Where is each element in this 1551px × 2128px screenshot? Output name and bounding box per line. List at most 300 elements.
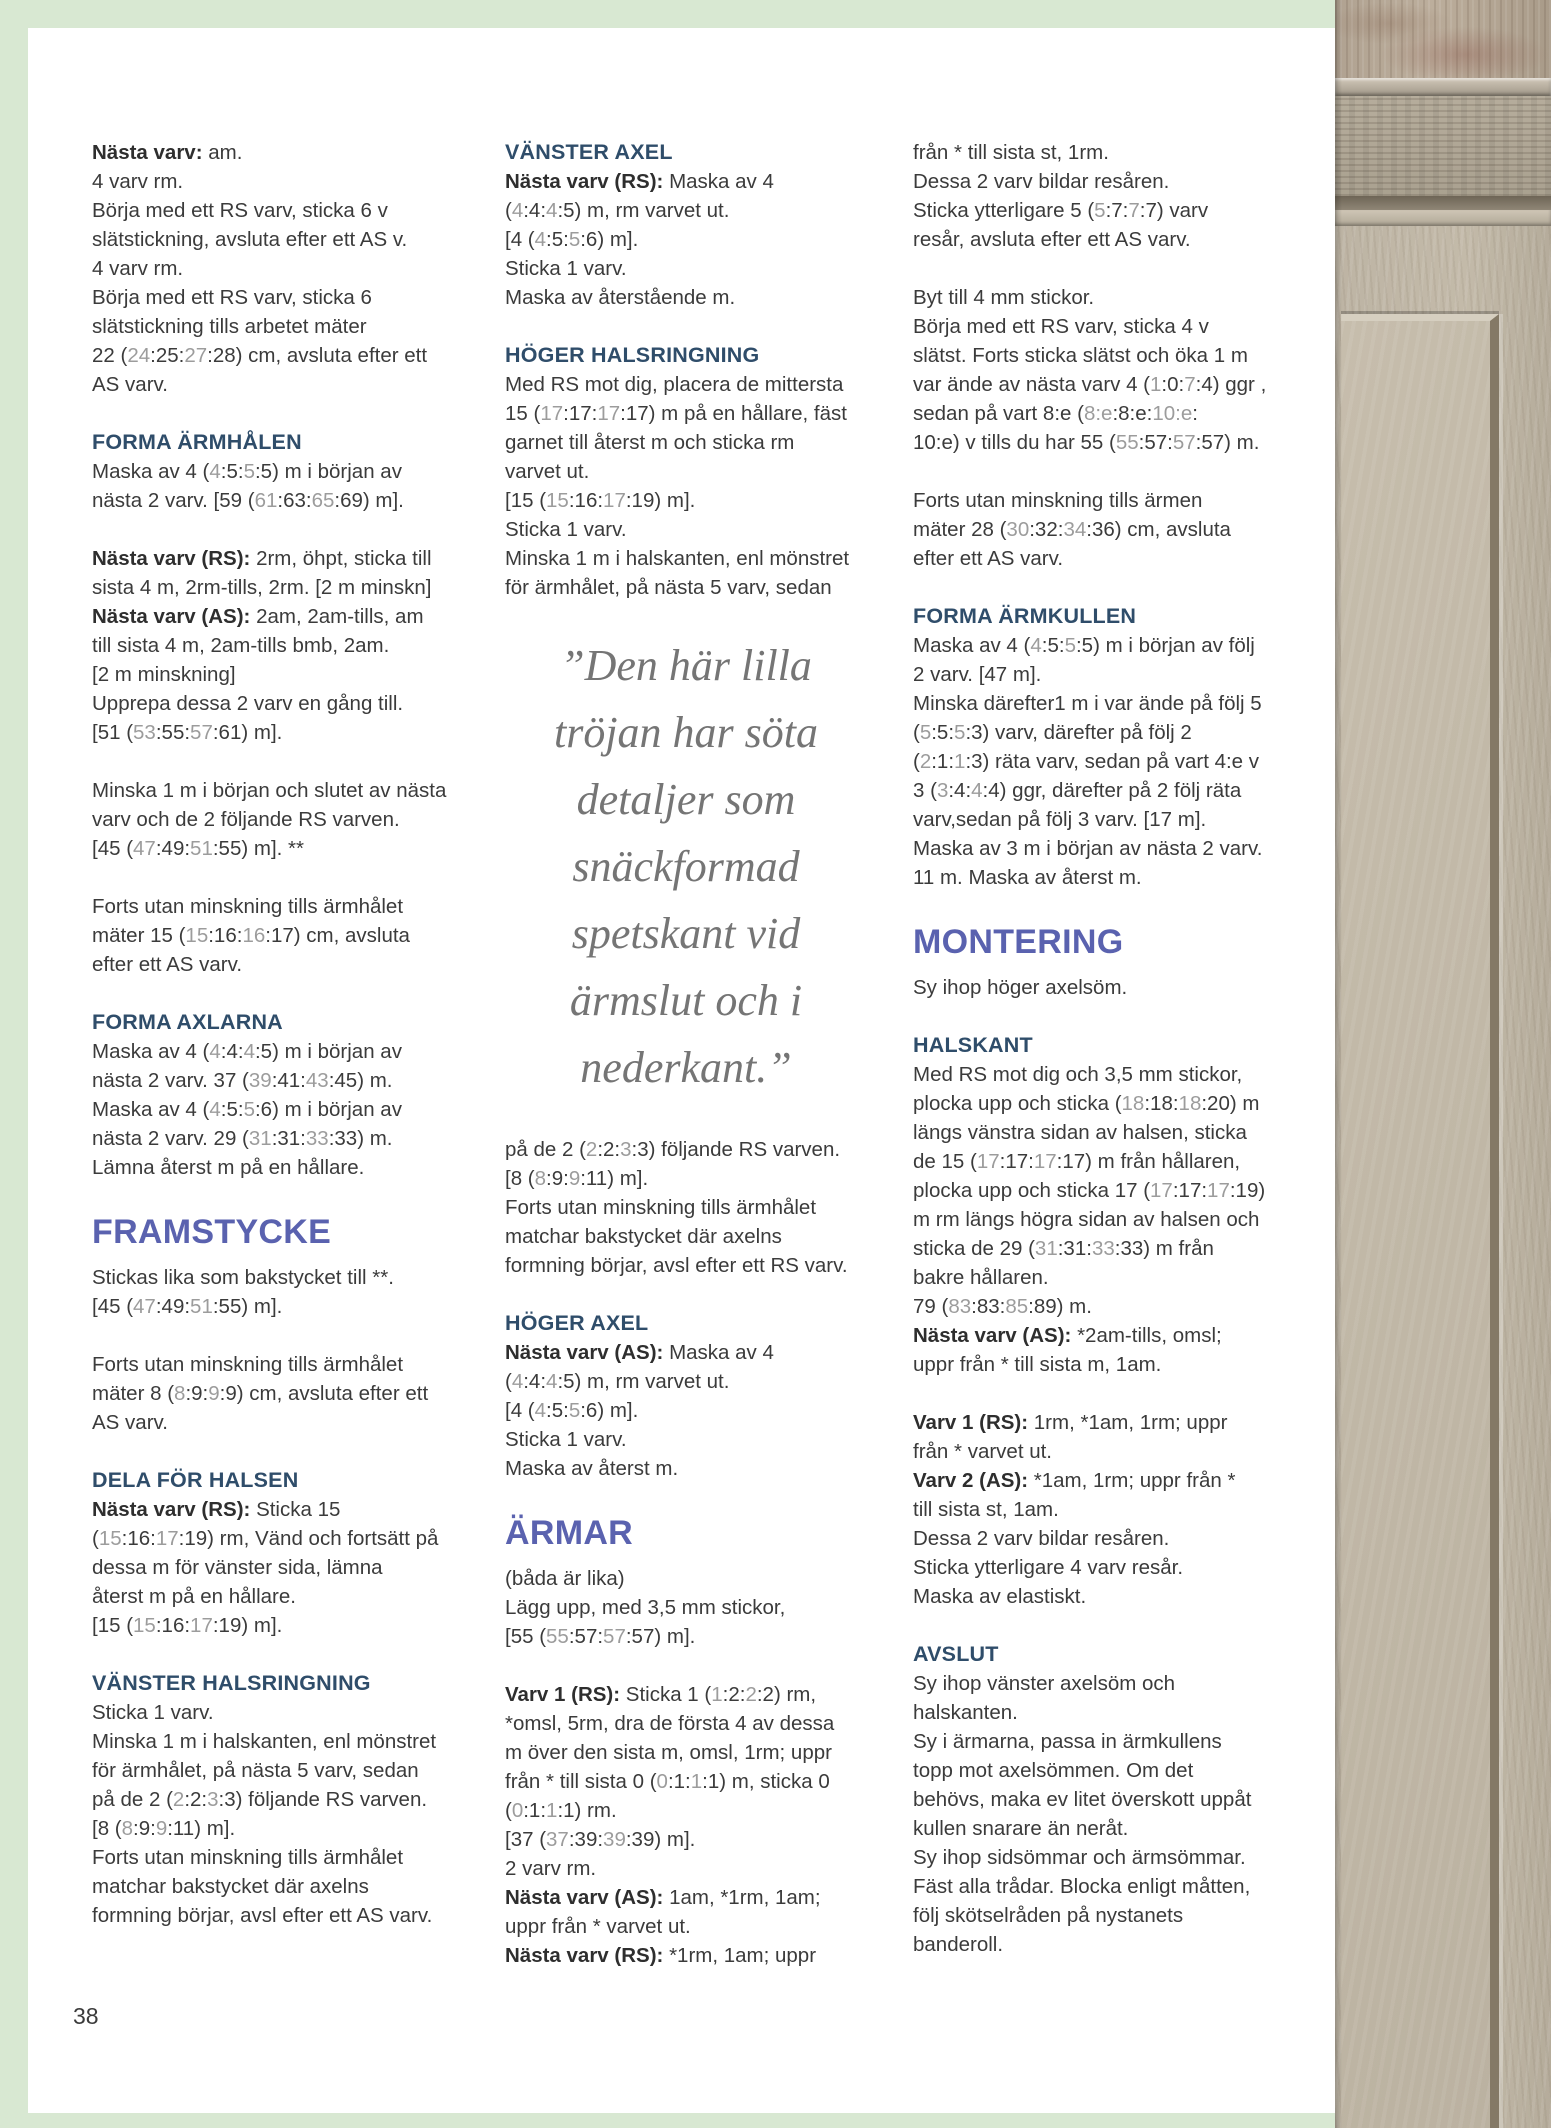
body-text: de 15 ( [913,1150,977,1173]
size-variant-number: 4 [546,1370,558,1393]
body-text: på de 2 ( [92,1788,173,1811]
text-line [505,544,867,573]
text-column-1 [92,138,454,1959]
text-line [505,1767,867,1796]
size-variant-number: 2 [585,1138,598,1161]
body-text: Maska av 4 [669,1341,774,1364]
text-line [505,370,867,399]
body-text: Minska 1 m i början och slutet av nästa [92,779,447,802]
text-line [92,254,454,283]
text-line [92,776,454,805]
paragraph [92,1350,454,1437]
size-variant-number: 2 [745,1683,757,1706]
body-text: :16: [121,1527,156,1550]
paragraph [913,283,1297,457]
text-line [505,1796,867,1825]
size-variant-number: 3 [936,779,949,802]
text-line [913,1147,1297,1176]
text-line [92,631,454,660]
body-text: :33) m. [328,1127,393,1150]
text-line [913,1524,1297,1553]
text-line [913,1263,1297,1292]
pull-quote-line: nederkant.” [580,1043,792,1092]
body-text: :17: [563,402,598,425]
size-variant-number: 34 [1063,518,1087,541]
body-text: :16: [568,489,604,512]
body-text: :17) cm, avsluta [265,924,410,947]
paragraph [92,457,454,515]
body-text: Sy i ärmarna, passa in ärmkullens [913,1730,1222,1753]
text-line [913,834,1297,863]
body-text: sedan på vart 8:e ( [913,402,1084,425]
text-line [913,973,1297,1002]
instruction-label: Varv 2 (AS): [913,1469,1034,1492]
paragraph [92,892,454,979]
text-line [92,1901,454,1930]
size-variant-number: 61 [254,489,278,512]
body-text: 2am, 2am-tills, am [256,605,424,628]
size-variant-number: 57 [1172,431,1196,454]
body-text: m över den sista m, omsl, 1rm; uppr [505,1741,832,1764]
text-line [913,1292,1297,1321]
body-text: :2) rm, [756,1683,817,1706]
size-variant-number: 4 [209,1098,221,1121]
size-variant-number: 3 [207,1788,219,1811]
body-text: :5: [1041,634,1065,657]
size-variant-number: 85 [1005,1295,1029,1318]
paragraph [92,544,454,747]
size-variant-number: 8 [534,1167,547,1190]
body-text: Sticka ytterligare 4 varv resår. [913,1556,1184,1579]
paragraph [505,370,867,602]
body-text: ( [92,1527,99,1550]
body-text: mäter 15 ( [92,924,186,947]
body-text: :2: [722,1683,746,1706]
text-line [92,1611,454,1640]
text-line [92,1408,454,1437]
text-line [913,1495,1297,1524]
body-text: :11) m]. [167,1817,236,1840]
text-line [92,167,454,196]
text-line [92,1756,454,1785]
text-line [92,1037,454,1066]
size-variant-number: 43 [305,1069,329,1092]
body-text: Maska av återstående m. [505,286,736,309]
paragraph [92,776,454,863]
text-line [505,1564,867,1593]
body-text: Lägg upp, med 3,5 mm stickor, [505,1596,786,1619]
body-text: :19) [1229,1179,1266,1202]
body-text: Forts utan minskning tills ärmhålet [92,1353,404,1376]
body-text: ( [505,199,512,222]
body-text: Sticka ytterligare 5 ( [913,199,1095,222]
text-line [913,515,1297,544]
body-text: Maska av 4 ( [913,634,1031,657]
text-line [913,1872,1297,1901]
section-heading: HALSKANT [913,1033,1033,1057]
text-line [505,1454,867,1483]
size-variant-number: 8 [174,1382,186,1405]
paragraph [505,1135,867,1280]
body-text: Maska av 3 m i början av nästa 2 varv. [913,837,1263,860]
body-text: banderoll. [913,1933,1004,1956]
body-text: från * varvet ut. [913,1440,1053,1463]
size-variant-number: 17 [1150,1179,1173,1202]
body-text: mäter 28 ( [913,518,1007,541]
text-line [92,486,454,515]
body-text: sista 4 m, 2rm-tills, 2rm. [2 m minskn] [92,576,432,599]
size-variant-number: 4 [511,199,524,222]
size-variant-number: 57 [603,1625,626,1648]
size-variant-number: 83 [948,1295,972,1318]
body-text: :9: [185,1382,209,1405]
body-text: varv,sedan på följ 3 varv. [17 m]. [913,808,1207,831]
size-variant-number: 65 [311,489,335,512]
text-line [92,312,454,341]
instruction-label: Nästa varv (RS): [505,170,670,193]
part-heading: MONTERING [913,923,1124,961]
text-line [913,747,1297,776]
body-text: formning börjar, avsl efter ett AS varv. [92,1904,433,1927]
door-raised-panel [1341,314,1499,2128]
body-text: Maska av 4 ( [92,1040,210,1063]
door-groove [1335,196,1551,210]
paragraph [913,973,1297,1002]
body-text: följ skötselråden på nystanets [913,1904,1184,1927]
body-text: :0: [1161,373,1185,396]
body-text: [8 ( [92,1817,122,1840]
body-text: am. [208,141,243,164]
body-text: :41: [271,1069,306,1092]
body-text: :89) m. [1028,1295,1092,1318]
body-text: Maska av 4 ( [92,1098,210,1121]
text-line [92,805,454,834]
size-variant-number: 51 [190,1295,213,1318]
text-line [505,1135,867,1164]
body-text: [2 m minskning] [92,663,236,686]
body-text: :7) varv [1139,199,1209,222]
text-line [92,1698,454,1727]
body-text: :4) ggr, därefter på 2 följ räta [982,779,1242,802]
text-line [92,341,454,370]
body-text: :1: [523,1799,547,1822]
body-text: Stickas lika som bakstycket till **. [92,1266,394,1289]
text-line [92,370,454,399]
body-text: :57) m]. [625,1625,696,1648]
size-variant-number: 2 [919,750,932,773]
text-line [913,1785,1297,1814]
door-panel [1335,226,1551,2128]
body-text: längs vänstra sidan av halsen, sticka [913,1121,1247,1144]
text-line [505,196,867,225]
body-text: Maska av 4 [669,170,774,193]
body-text: Forts utan minskning tills ärmhålet [505,1196,817,1219]
section-heading: FORMA ÄRMHÅLEN [92,430,302,454]
text-line [92,921,454,950]
body-text: :5) m i början av [254,460,402,483]
section-heading: VÄNSTER HALSRINGNING [92,1671,371,1695]
text-line [92,138,454,167]
door-top-rail [1335,0,1551,78]
body-text: ( [505,1799,512,1822]
body-text: :69) m]. [334,489,404,512]
body-text: [37 ( [505,1828,547,1851]
size-variant-number: 17 [190,1614,213,1637]
body-text: 2 varv. [47 m]. [913,663,1042,686]
text-line [505,1222,867,1251]
body-text: Börja med ett RS varv, sticka 4 v [913,315,1209,338]
text-line [505,1367,867,1396]
text-line [505,1593,867,1622]
body-text: :17: [1172,1179,1208,1202]
body-text: Med RS mot dig och 3,5 mm stickor, [913,1063,1243,1086]
body-text: :8:e: [1112,402,1153,425]
text-line [505,225,867,254]
body-text: 3 ( [913,779,937,802]
text-line [92,457,454,486]
green-border-top [0,0,1335,28]
body-text: från * till sista st, 1rm. [913,141,1109,164]
text-line [92,1263,454,1292]
text-line [913,341,1297,370]
section-heading: HÖGER HALSRINGNING [505,343,760,367]
body-text: :1) m, sticka 0 [702,1770,830,1793]
text-line [913,660,1297,689]
text-line [913,1698,1297,1727]
body-text: Maska av återst m. [505,1457,679,1480]
body-text: :1) rm. [557,1799,617,1822]
paragraph [92,1698,454,1930]
instruction-label: Nästa varv (RS): [92,1498,257,1521]
body-text: :39: [568,1828,604,1851]
body-text: :3) följande RS varven. [631,1138,841,1161]
size-variant-number: 7 [1128,199,1140,222]
body-text: :5: [931,721,955,744]
size-variant-number: 17 [597,402,621,425]
text-line [505,167,867,196]
body-text: :5) m, rm varvet ut. [557,199,730,222]
body-text: 2 varv rm. [505,1857,597,1880]
size-variant-number: 17 [603,489,626,512]
body-text: :4: [948,779,972,802]
body-text: 1rm, *1am, 1rm; uppr [1033,1411,1228,1434]
body-text: mäter 8 ( [92,1382,175,1405]
text-line [92,1843,454,1872]
paragraph [92,1037,454,1182]
body-text: kullen snarare än neråt. [913,1817,1129,1840]
instruction-label: Varv 1 (RS): [505,1683,626,1706]
body-text: till sista 4 m, 2am-tills bmb, 2am. [92,634,390,657]
size-variant-number: 39 [248,1069,272,1092]
size-variant-number: 55 [546,1625,569,1648]
body-text: :55) m]. ** [212,837,304,860]
body-text: :28) cm, avsluta efter ett [207,344,428,367]
size-variant-number: 9 [155,1817,168,1840]
body-text: Upprepa dessa 2 varv en gång till. [92,692,404,715]
paragraph [92,1263,454,1321]
body-text: Dessa 2 varv bildar resåren. [913,170,1170,193]
body-text: Sy ihop sidsömmar och ärmsömmar. [913,1846,1246,1869]
text-line [913,1089,1297,1118]
instruction-label: Nästa varv (AS): [913,1324,1078,1347]
body-text: :5) m, rm varvet ut. [557,1370,730,1393]
body-text: :18: [1144,1092,1179,1115]
body-text: [8 ( [505,1167,535,1190]
body-text: [4 ( [505,1399,535,1422]
text-line [505,1164,867,1193]
body-text: :6) m]. [580,1399,639,1422]
size-variant-number: 17 [1033,1150,1057,1173]
text-line [92,573,454,602]
size-variant-number: 1 [711,1683,723,1706]
text-line [92,1524,454,1553]
instruction-label: Nästa varv (AS): [505,1341,670,1364]
body-text: :36) cm, avsluta [1086,518,1231,541]
text-line [913,167,1297,196]
body-text: slätstickning, avsluta efter ett AS v. [92,228,408,251]
size-variant-number: 16 [242,924,266,947]
body-text: [51 ( [92,721,134,744]
text-line [92,1153,454,1182]
text-line [913,1756,1297,1785]
body-text: :2: [184,1788,208,1811]
text-line [913,631,1297,660]
paragraph [505,1564,867,1651]
pull-quote-line: snäckformad [572,842,800,891]
text-line [913,689,1297,718]
text-line [92,1582,454,1611]
text-line [92,892,454,921]
body-text: bakre hållaren. [913,1266,1049,1289]
size-variant-number: 1 [546,1799,558,1822]
body-text: Börja med ett RS varv, sticka 6 v [92,199,388,222]
body-text: : [1192,402,1198,425]
body-text: :16: [155,1614,191,1637]
text-line [913,225,1297,254]
body-text: topp mot axelsömmen. Om det [913,1759,1194,1782]
text-line [913,1350,1297,1379]
text-line [913,1176,1297,1205]
instruction-label: Nästa varv (RS): [92,547,257,570]
text-line [505,573,867,602]
body-text: :19) rm, Vänd och fortsätt på [178,1527,439,1550]
size-variant-number: 4 [243,1040,255,1063]
text-line [913,1669,1297,1698]
body-text: var ände av nästa varv 4 ( [913,373,1151,396]
paragraph [92,138,454,399]
size-variant-number: 53 [133,721,156,744]
text-line [92,1124,454,1153]
body-text: Forts utan minskning tills ärmen [913,489,1203,512]
text-line [913,283,1297,312]
paragraph [505,1680,867,1970]
size-variant-number: 17 [540,402,564,425]
text-line [505,457,867,486]
body-text: Minska därefter1 m i var ände på följ 5 [913,692,1262,715]
size-variant-number: 0 [511,1799,524,1822]
text-line [913,312,1297,341]
body-text: varv och de 2 följande RS varven. [92,808,400,831]
body-text: :5: [220,1098,244,1121]
size-variant-number: 8 [121,1817,134,1840]
body-text: Forts utan minskning tills ärmhålet [92,895,404,918]
text-line [913,1901,1297,1930]
size-variant-number: 5 [243,460,255,483]
body-text: Sticka 1 varv. [505,257,627,280]
pull-quote-line: tröjan har söta [553,708,819,757]
body-text: :49: [155,1295,191,1318]
body-text: Sy ihop vänster axelsöm och [913,1672,1176,1695]
size-variant-number: 9 [208,1382,220,1405]
green-border-left [0,0,28,2128]
body-text: :63: [277,489,312,512]
text-column-2 [505,138,867,1999]
text-line [92,834,454,863]
body-text: formning börjar, avsl efter ett RS varv. [505,1254,848,1277]
size-variant-number: 5 [568,228,581,251]
size-variant-number: 51 [190,837,213,860]
text-line [505,399,867,428]
body-text: 22 ( [92,344,128,367]
paragraph [913,1669,1297,1959]
body-text: matchar bakstycket där axelns [92,1875,369,1898]
body-text: Minska 1 m i halskanten, enl mönstret [505,547,850,570]
paragraph [913,1060,1297,1379]
body-text: :17: [999,1150,1034,1173]
body-text: Sticka 1 varv. [505,518,627,541]
body-text: :32: [1029,518,1064,541]
size-variant-number: 4 [209,460,221,483]
size-variant-number: 5 [243,1098,255,1121]
body-text: Sticka 15 [256,1498,341,1521]
body-text: Lämna återst m på en hållare. [92,1156,365,1179]
size-variant-number: 0 [656,1770,668,1793]
text-line [913,1205,1297,1234]
size-variant-number: 24 [127,344,151,367]
body-text: Byt till 4 mm stickor. [913,286,1095,309]
body-text: m rm längs högra sidan av halsen och [913,1208,1260,1231]
text-line [505,1883,867,1912]
body-text: :9: [546,1167,569,1190]
text-line [913,196,1297,225]
instruction-label: Varv 1 (RS): [913,1411,1034,1434]
size-variant-number: 33 [305,1127,329,1150]
body-text: AS varv. [92,1411,168,1434]
body-text: [4 ( [505,228,535,251]
part-heading: FRAMSTYCKE [92,1213,332,1251]
body-text: 11 m. Maska av återst m. [913,866,1142,889]
section-heading: HÖGER AXEL [505,1311,649,1335]
body-text: :6) m i början av [254,1098,402,1121]
size-variant-number: 31 [1034,1237,1058,1260]
body-text: ( [913,721,920,744]
door-photo [1335,0,1551,2128]
text-line [92,283,454,312]
body-text: nästa 2 varv. 29 ( [92,1127,249,1150]
body-text: Sticka 1 varv. [505,1428,627,1451]
body-text: :31: [1057,1237,1092,1260]
paragraph [913,486,1297,573]
size-variant-number: 1 [1150,373,1162,396]
body-text: på de 2 ( [505,1138,586,1161]
body-text: från * till sista 0 ( [505,1770,657,1793]
text-line [913,1553,1297,1582]
body-text: [55 ( [505,1625,547,1648]
door-molding-lower [1335,210,1551,226]
green-border-bottom [0,2113,1335,2128]
body-text: garnet till återst m och sticka rm [505,431,795,454]
size-variant-number: 5 [1064,634,1076,657]
